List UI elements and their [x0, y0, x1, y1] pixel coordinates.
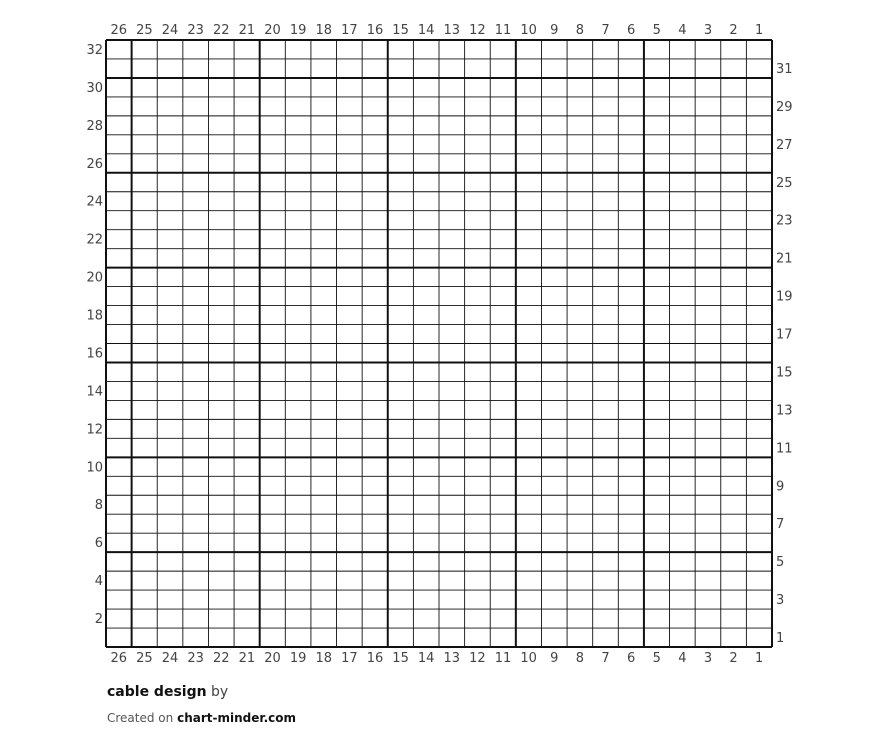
- column-number-top: 22: [212, 23, 230, 38]
- column-number-top: 4: [678, 23, 687, 38]
- row-number-left: 18: [86, 308, 103, 324]
- column-number-bottom: 18: [315, 651, 333, 666]
- column-number-top: 8: [575, 23, 585, 38]
- column-number-bottom: 7: [601, 651, 610, 666]
- column-number-bottom: 2: [729, 651, 738, 666]
- row-number-right: 21: [776, 251, 793, 267]
- row-number-right: 19: [776, 289, 793, 305]
- row-number-left: 32: [86, 42, 103, 58]
- column-number-bottom: 16: [366, 651, 384, 666]
- column-number-top: 14: [417, 23, 435, 38]
- column-number-bottom: 12: [469, 651, 486, 666]
- column-number-top: 7: [601, 23, 610, 38]
- row-number-right: 1: [776, 631, 785, 647]
- column-number-bottom: 5: [652, 651, 661, 666]
- row-number-right: 3: [776, 593, 785, 609]
- column-number-bottom: 14: [417, 651, 435, 666]
- row-number-right: 25: [776, 175, 793, 191]
- column-number-top: 26: [110, 23, 128, 38]
- column-number-bottom: 21: [238, 651, 256, 666]
- column-number-top: 25: [136, 23, 153, 38]
- row-number-left: 2: [94, 612, 103, 628]
- row-number-right: 5: [776, 555, 785, 571]
- column-number-top: 9: [550, 23, 559, 38]
- row-number-left: 26: [86, 156, 103, 172]
- column-number-bottom: 23: [187, 651, 204, 666]
- column-number-top: 6: [626, 23, 636, 38]
- pattern-title: cable design: [107, 684, 207, 700]
- column-number-bottom: 26: [110, 651, 128, 666]
- row-number-left: 12: [86, 422, 103, 438]
- row-number-left: 14: [86, 384, 103, 400]
- column-number-bottom: 25: [136, 651, 153, 666]
- column-number-bottom: 4: [678, 651, 687, 666]
- pattern-title-line: [107, 684, 228, 700]
- column-number-top: 11: [494, 23, 512, 38]
- credit-prefix: Created on: [107, 711, 174, 725]
- column-number-top: 24: [161, 23, 179, 38]
- row-number-left: 28: [86, 118, 103, 134]
- row-number-right: 11: [776, 441, 793, 457]
- column-number-bottom: 3: [703, 651, 713, 666]
- column-number-top: 17: [341, 23, 358, 38]
- column-number-bottom: 15: [392, 651, 409, 666]
- column-number-top: 5: [652, 23, 661, 38]
- row-number-right: 23: [776, 213, 793, 229]
- column-number-top: 2: [729, 23, 738, 38]
- column-number-bottom: 1: [755, 651, 764, 666]
- column-number-top: 10: [520, 23, 537, 38]
- column-number-top: 1: [755, 23, 764, 38]
- column-number-bottom: 13: [443, 651, 461, 666]
- column-number-bottom: 6: [626, 651, 636, 666]
- row-number-right: 27: [776, 137, 793, 153]
- column-number-top: 18: [315, 23, 333, 38]
- credit-site-link[interactable]: chart-minder.com: [177, 711, 296, 725]
- column-number-bottom: 9: [550, 651, 559, 666]
- column-number-top: 23: [187, 23, 204, 38]
- column-number-top: 12: [469, 23, 486, 38]
- column-number-top: 19: [289, 23, 307, 38]
- row-number-right: 13: [776, 403, 793, 419]
- row-number-left: 30: [86, 80, 103, 96]
- column-number-bottom: 8: [575, 651, 585, 666]
- row-number-left: 10: [86, 460, 103, 476]
- row-number-right: 29: [776, 99, 793, 115]
- row-number-left: 8: [94, 498, 103, 514]
- column-number-top: 15: [392, 23, 409, 38]
- column-number-top: 20: [264, 23, 281, 38]
- column-number-bottom: 19: [289, 651, 307, 666]
- row-number-left: 16: [86, 346, 103, 362]
- row-number-right: 17: [776, 327, 793, 343]
- row-number-left: 6: [94, 536, 103, 552]
- pattern-by-label: by: [211, 684, 229, 700]
- row-number-left: 24: [86, 194, 103, 210]
- column-number-bottom: 10: [520, 651, 537, 666]
- column-number-bottom: 17: [341, 651, 358, 666]
- row-number-right: 9: [776, 479, 785, 495]
- credit-line: [107, 711, 296, 725]
- row-number-right: 7: [776, 517, 785, 533]
- column-number-bottom: 24: [161, 651, 179, 666]
- column-number-bottom: 20: [264, 651, 281, 666]
- row-number-right: 15: [776, 365, 793, 381]
- column-number-top: 3: [703, 23, 713, 38]
- column-number-top: 21: [238, 23, 256, 38]
- column-number-top: 16: [366, 23, 384, 38]
- column-number-bottom: 11: [494, 651, 512, 666]
- column-number-bottom: 22: [212, 651, 230, 666]
- row-number-left: 22: [86, 232, 103, 248]
- row-number-left: 20: [86, 270, 103, 286]
- column-number-top: 13: [443, 23, 461, 38]
- row-number-right: 31: [776, 61, 793, 77]
- row-number-left: 4: [94, 574, 103, 590]
